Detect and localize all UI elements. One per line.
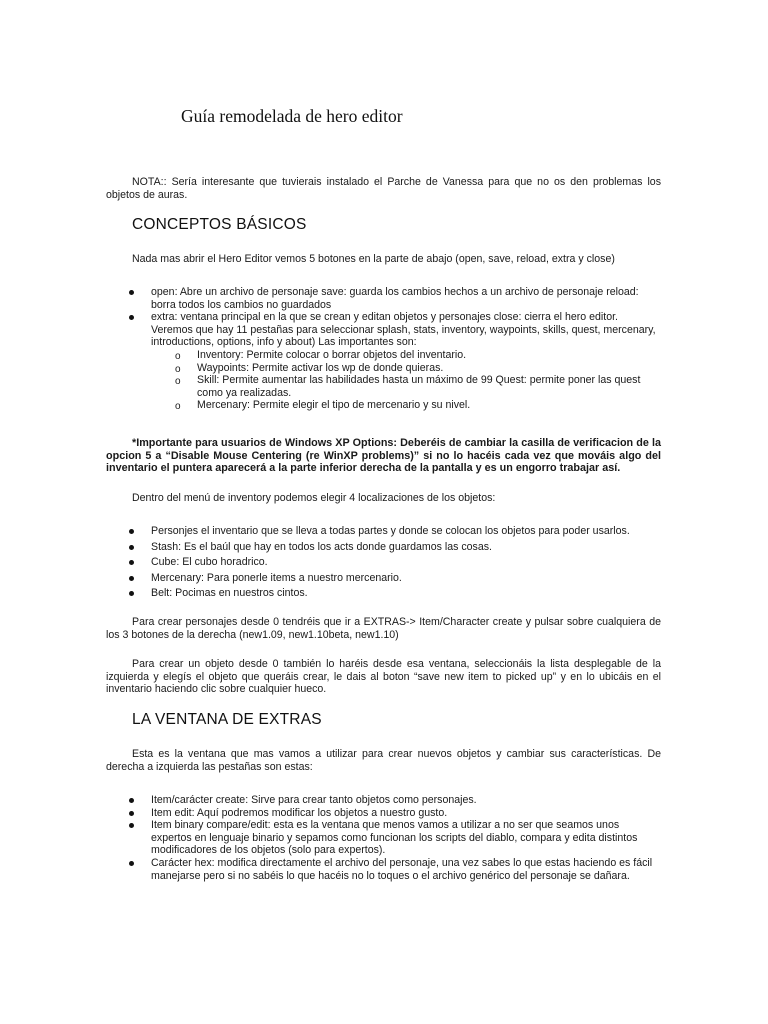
bullet-icon	[129, 861, 134, 866]
create-character-paragraph: Para crear personajes desde 0 tendréis que ir a EXTRAS-> Item/Character create y pulsar sobre cualquiera de los 3 botones de la derecha (new1.09, new1.10beta, new1.10)	[106, 616, 661, 641]
inventory-locations-list	[0, 525, 661, 600]
inventory-intro: Dentro del menú de inventory podemos elegir 4 localizaciones de los objetos:	[132, 492, 496, 504]
list-item: Belt: Pocimas en nuestros cintos.	[0, 587, 661, 600]
list-item: Personjes el inventario que se lleva a todas partes y donde se colocan los objetos para poder usarlos.	[0, 525, 661, 538]
important-note: *Importante para usuarios de Windows XP Options: Deberéis de cambiar la casilla de verificacion de la opcion 5 a “Disable Mouse Centering (re WinXP problems)” si no lo hacéis cada vez que mováis algo del inventario el puntera aparecerá a la parte inferior derecha de la pantalla y es un engorro trabajar así.	[106, 437, 661, 475]
bullet-icon	[129, 811, 134, 816]
tabs-sublist	[151, 349, 661, 412]
circle-bullet-icon: o	[175, 363, 181, 375]
buttons-list	[0, 286, 661, 412]
bullet-icon	[129, 315, 134, 320]
circle-bullet-icon: o	[175, 350, 181, 362]
circle-bullet-icon: o	[175, 376, 181, 388]
extras-paragraph: Esta es la ventana que mas vamos a utilizar para crear nuevos objetos y cambiar sus características. De derecha a izquierda las pestañas son estas:	[106, 748, 661, 773]
bullet-icon	[129, 529, 134, 534]
bullet-icon	[129, 290, 134, 295]
bullet-icon	[129, 591, 134, 596]
extras-tabs-list	[0, 794, 661, 882]
sublist-item: o Skill: Permite aumentar las habilidades hasta un máximo de 99 Quest: permite poner las quest como ya realizadas.	[175, 374, 641, 399]
document-title: Guía remodelada de hero editor	[181, 106, 403, 126]
bullet-icon	[129, 545, 134, 550]
list-item: Item binary compare/edit: esta es la ventana que menos vamos a utilizar a no ser que seamos unos expertos en lenguaje binario y sepamos como funcionan los scripts del diablo, compara y edita distintos modificadores de los objetos (solo para expertos).	[0, 819, 661, 857]
note-paragraph: NOTA:: Sería interesante que tuvierais instalado el Parche de Vanessa para que no os den problemas los objetos de auras.	[106, 176, 661, 201]
circle-bullet-icon: o	[175, 401, 181, 413]
list-item: Item edit: Aquí podremos modificar los objetos a nuestro gusto.	[0, 807, 661, 820]
list-item: extra: ventana principal en la que se crean y editan objetos y personajes close: cierra el hero editor. Veremos que hay 11 pestañas para seleccionar splash, stats, inventory, waypoints, skills, quest, mercenary, introductions, options, info y about) Las importantes son: o Inventory: Permite colocar o borrar objetos del inventario. o Waypoints: Permite activar los wp de donde quieras. o Skill: Permite aumentar las habilidades hasta un máximo de 99 Quest: permite poner las quest como ya realizadas. o Mercenary: Permite elegir el tipo de mercenario y su nivel.	[0, 311, 661, 412]
bullet-icon	[129, 560, 134, 565]
list-item: Stash: Es el baúl que hay en todos los acts donde guardamos las cosas.	[0, 541, 661, 554]
list-item: Item/carácter create: Sirve para crear tanto objetos como personajes.	[0, 794, 661, 807]
bullet-icon	[129, 576, 134, 581]
list-item: Mercenary: Para ponerle items a nuestro mercenario.	[0, 572, 661, 585]
sublist-item: o Waypoints: Permite activar los wp de donde quieras.	[175, 361, 444, 375]
sublist-item: o Inventory: Permite colocar o borrar objetos del inventario.	[175, 348, 467, 362]
bullet-icon	[129, 798, 134, 803]
list-item: Carácter hex: modifica directamente el archivo del personaje, una vez sabes lo que estas haciendo es fácil manejarse pero si no sabéis lo que hacéis no lo toques o el archivo genérico del personaje se dañara.	[0, 857, 661, 882]
intro-paragraph: Nada mas abrir el Hero Editor vemos 5 botones en la parte de abajo (open, save, reload, extra y close)	[132, 253, 615, 265]
section-heading-basics: CONCEPTOS BÁSICOS	[132, 216, 307, 233]
list-item: Cube: El cubo horadrico.	[0, 556, 661, 569]
create-object-paragraph: Para crear un objeto desde 0 también lo haréis desde esa ventana, seleccionáis la lista desplegable de la izquierda y elegís el objeto que queráis crear, le dais al boton “save new item to picked up” y en lo ubicáis en el inventario haciendo clic sobre cualquier hueco.	[106, 658, 661, 696]
section-heading-extras: LA VENTANA DE EXTRAS	[132, 711, 322, 728]
list-item: open: Abre un archivo de personaje save: guarda los cambios hechos a un archivo de personaje reload: borra todos los cambios no guardados	[0, 286, 661, 311]
bullet-icon	[129, 823, 134, 828]
sublist-item: o Mercenary: Permite elegir el tipo de mercenario y su nivel.	[175, 399, 471, 413]
